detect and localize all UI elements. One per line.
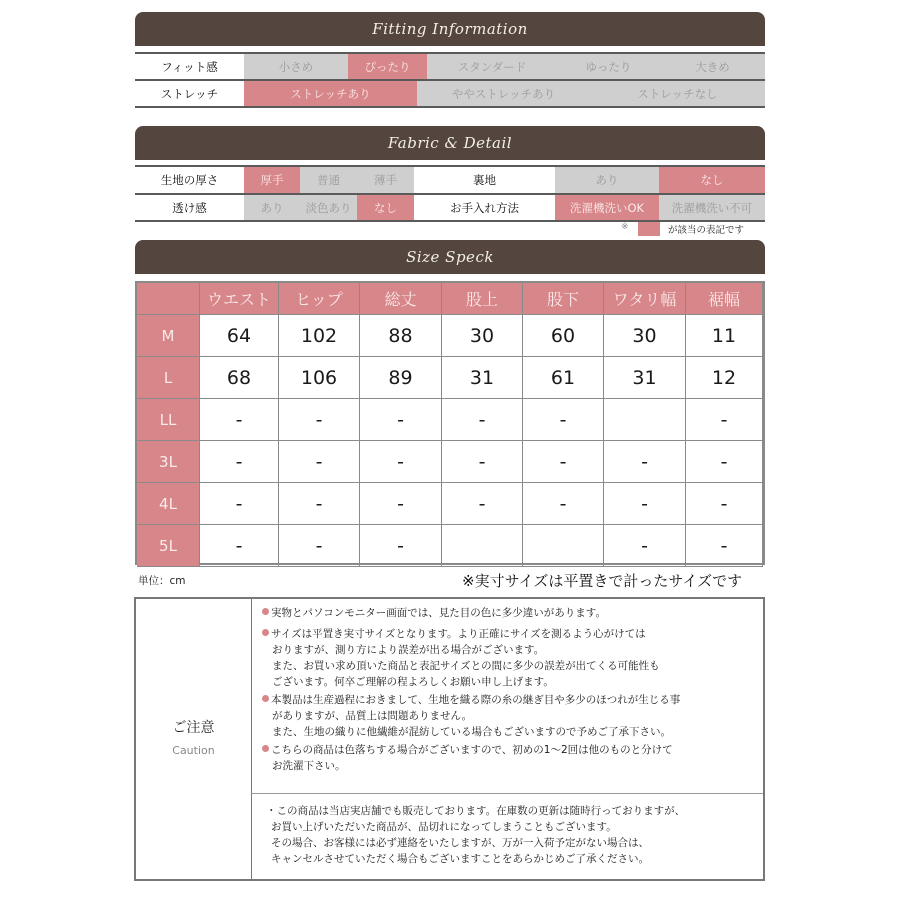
size-value-cell: - (523, 399, 604, 441)
size-value-cell: 30 (604, 315, 686, 357)
sheerness-option: 淡色あり (300, 195, 357, 220)
fit-option: スタンダード (427, 54, 557, 79)
caution-note-line (262, 692, 680, 708)
bullet-dot-icon (262, 629, 269, 636)
size-value-cell (604, 399, 686, 441)
size-value-cell: 30 (442, 315, 523, 357)
size-value-cell: - (686, 483, 763, 525)
size-value-cell: 31 (442, 357, 523, 399)
bullet-dot-icon (262, 745, 269, 752)
stock-notice-line: その場合、お客様には必ず連絡をいたしますが、万が一入荷予定がない場合は、 (271, 837, 649, 849)
care-option: 洗濯機洗い不可 (659, 195, 765, 220)
caution-note-text: がありますが、品質上は問題ありません。 (272, 710, 473, 722)
size-value-cell: - (442, 483, 523, 525)
size-value-cell: - (686, 525, 763, 567)
size-value-cell: - (279, 441, 360, 483)
size-value-cell: - (279, 399, 360, 441)
size-value-cell: - (604, 525, 686, 567)
fit-option: 大きめ (660, 54, 765, 79)
size-column-header: 股下 (523, 283, 604, 315)
size-value-cell: - (360, 525, 442, 567)
size-value-cell: - (200, 399, 279, 441)
thickness-option: 厚手 (244, 167, 300, 193)
caution-note-text: ございます。何卒ご理解の程よろしくお願い申し上げます。 (272, 676, 554, 688)
size-value-cell: - (200, 525, 279, 567)
size-value-cell: 102 (279, 315, 360, 357)
legend-text: が該当の表記です (668, 225, 745, 236)
caution-note-line (272, 758, 346, 774)
caution-note-line (272, 674, 554, 690)
size-value-cell: - (523, 441, 604, 483)
size-value-cell: - (360, 441, 442, 483)
lining-label: 裏地 (414, 167, 555, 193)
size-value-cell: 60 (523, 315, 604, 357)
legend-swatch (638, 222, 660, 236)
divider (251, 793, 763, 794)
size-table-corner (137, 283, 200, 315)
size-value-cell: - (279, 525, 360, 567)
care-label: お手入れ方法 (414, 195, 555, 220)
caution-box (134, 597, 765, 881)
size-value-cell: 88 (360, 315, 442, 357)
size-value-cell: - (686, 441, 763, 483)
size-value-cell: - (200, 441, 279, 483)
stock-notice-line: キャンセルさせていただく場合もございますことをあらかじめご了承ください。 (271, 853, 649, 865)
measurement-note: ※実寸サイズは平置きで計ったサイズです (462, 572, 743, 590)
caution-note-text: また、生地の織りに他繊維が混紡している場合もございますので予めご了承下さい。 (272, 726, 671, 738)
caution-note-text: お洗濯下さい。 (272, 760, 346, 772)
unit-label: 単位：cm (138, 575, 186, 587)
size-value-cell: 68 (200, 357, 279, 399)
stretch-option: ストレッチなし (590, 81, 765, 106)
lining-option: なし (659, 167, 765, 193)
stretch-label: ストレッチ (135, 81, 244, 106)
size-row-label: LL (137, 399, 200, 441)
caution-note-line (262, 605, 606, 621)
divider (251, 599, 252, 879)
size-value-cell: 11 (686, 315, 763, 357)
size-value-cell: - (442, 399, 523, 441)
fabric-detail-header: Fabric & Detail (135, 126, 765, 160)
fit-option: ぴったり (348, 54, 427, 79)
size-value-cell: - (686, 399, 763, 441)
care-option: 洗濯機洗いOK (555, 195, 659, 220)
divider (135, 106, 765, 108)
size-column-header: ワタリ幅 (604, 283, 686, 315)
size-column-header: ヒップ (279, 283, 360, 315)
size-spec-header: Size Speck (135, 240, 765, 274)
size-value-cell (523, 525, 604, 567)
caution-note-line (272, 642, 544, 658)
size-value-cell: - (200, 483, 279, 525)
size-column-header: 股上 (442, 283, 523, 315)
caution-note-line (272, 708, 472, 724)
caution-note-line (272, 724, 671, 740)
size-column-header: 裾幅 (686, 283, 763, 315)
size-value-cell: 31 (604, 357, 686, 399)
thickness-option: 普通 (300, 167, 357, 193)
size-row-label: 3L (137, 441, 200, 483)
stretch-option: ストレッチあり (244, 81, 417, 106)
size-value-cell: - (523, 483, 604, 525)
size-row-label: 4L (137, 483, 200, 525)
thickness-option: 薄手 (357, 167, 414, 193)
fit-option: ゆったり (557, 54, 660, 79)
caution-note-text: 本製品は生産過程におきまして、生地を織る際の糸の継ぎ目や多少のほつれが生じる事 (271, 694, 681, 706)
caution-note-line (262, 626, 646, 642)
sheerness-option: なし (357, 195, 414, 220)
caution-note-text: こちらの商品は色落ちする場合がございますので、初めの1～2回は他のものと分けて (271, 744, 673, 756)
size-value-cell: - (442, 441, 523, 483)
caution-note-text: サイズは平置き実寸サイズとなります。より正確にサイズを測るよう心がけては (271, 628, 646, 640)
fitting-information-header: Fitting Information (135, 12, 765, 46)
size-column-header: ウエスト (200, 283, 279, 315)
size-value-cell: 106 (279, 357, 360, 399)
bullet-dot-icon (262, 695, 269, 702)
size-value-cell: - (360, 399, 442, 441)
size-value-cell: 64 (200, 315, 279, 357)
size-value-cell: - (604, 483, 686, 525)
size-row-label: L (137, 357, 200, 399)
caution-note-line (272, 658, 660, 674)
caution-subtitle: Caution (172, 744, 215, 757)
size-value-cell (442, 525, 523, 567)
stock-notice-line: ・この商品は当店実店舗でも販売しております。在庫数の更新は随時行っておりますが、 (266, 805, 686, 817)
sheerness-label: 透け感 (135, 195, 244, 220)
sheerness-option: あり (244, 195, 300, 220)
size-value-cell: - (279, 483, 360, 525)
thickness-label: 生地の厚さ (135, 167, 244, 193)
caution-note-text: おりますが、測り方により誤差が出る場合がございます。 (272, 644, 545, 656)
size-column-header: 総丈 (360, 283, 442, 315)
size-value-cell: - (604, 441, 686, 483)
fit-option: 小さめ (244, 54, 348, 79)
lining-option: あり (555, 167, 659, 193)
caution-note-text: 実物とパソコンモニター画面では、見た目の色に多少違いがあります。 (271, 607, 606, 619)
size-value-cell: - (360, 483, 442, 525)
size-value-cell: 61 (523, 357, 604, 399)
legend-mark: ※ (621, 222, 629, 232)
stretch-option: ややストレッチあり (417, 81, 590, 106)
size-value-cell: 12 (686, 357, 763, 399)
size-row-label: 5L (137, 525, 200, 567)
stock-notice-line: お買い上げいただいた商品が、品切れになってしまうこともございます。 (271, 821, 617, 833)
fit-label: フィット感 (135, 54, 244, 79)
caution-title: ご注意 (172, 720, 215, 736)
caution-note-text: また、お買い求め頂いた商品と表記サイズとの間に多少の誤差が出てくる可能性も (272, 660, 660, 672)
size-row-label: M (137, 315, 200, 357)
bullet-dot-icon (262, 608, 269, 615)
caution-note-line (262, 742, 673, 758)
size-value-cell: 89 (360, 357, 442, 399)
size-table (135, 281, 765, 565)
